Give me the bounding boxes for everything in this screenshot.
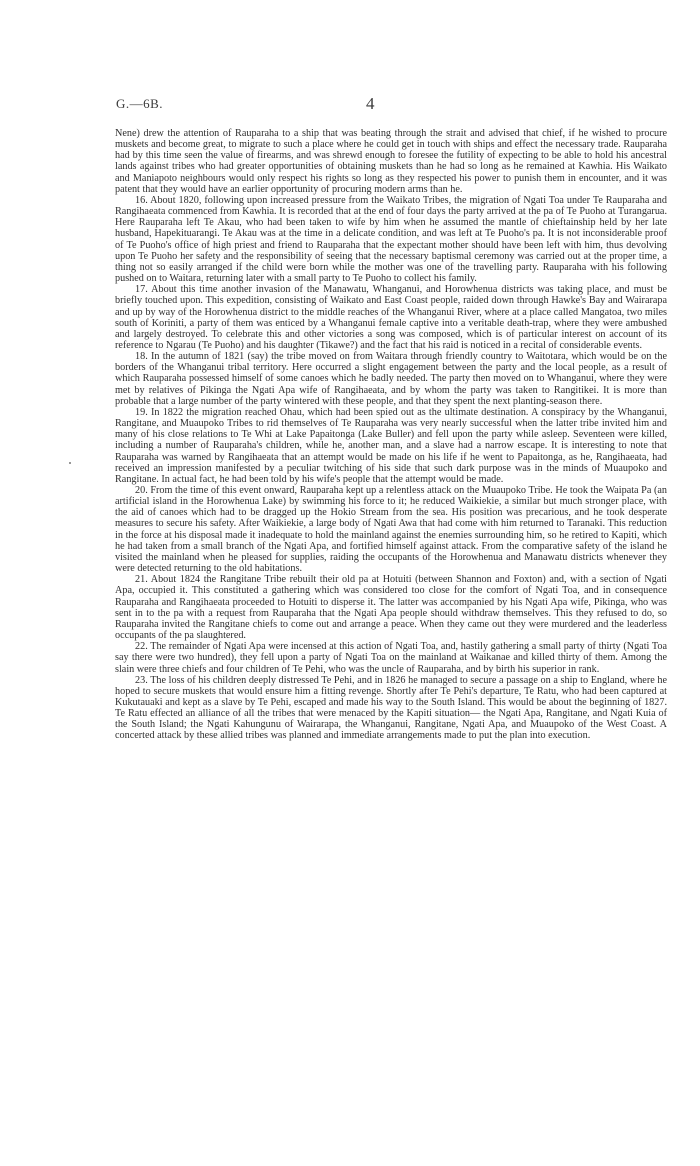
paragraph-22: 22. The remainder of Ngati Apa were incensed at this action of Ngati Toa, and, hastily gathering a small party of thirty (Ngati Toa say there were two hundred), they fell upon a party of Ngati Toa on the mainland at Waikanae and killed thirty of them. Among the slain were three chiefs and four children of Te Pehi, who was the uncle of Rauparaha, and by birth his superior in rank. <box>115 641 667 675</box>
paragraph-continued: Nene) drew the attention of Rauparaha to a ship that was beating through the strait and advised that chief, if he wished to procure muskets and become great, to migrate to such a place where he could get in touch with ships and effect the necessary trade. Rauparaha had by this time seen the value of firearms, and was shrewd enough to foresee the futility of expecting to be able to hold his ancestral lands against tribes who had greater opportunities of obtaining muskets than he had so long as he remained at Kawhia. His Waikato and Maniapoto neighbours would only respect his rights so long as they respected his power to punish them in encounter, and it was patent that they would have an earlier opportunity of procuring modern arms than he. <box>115 128 667 195</box>
paragraph-21: 21. About 1824 the Rangitane Tribe rebuilt their old pa at Hotuiti (between Shannon and Foxton) and, with a section of Ngati Apa, occupied it. This constituted a gathering which was considered too close for the comfort of Ngati Toa, and in consequence Rauparaha and Rangihaeata proceeded to Hotuiti to disperse it. The latter was accompanied by his Ngati Apa wife, Pikinga, who was sent in to the pa with a request from Rauparaha that the Ngati Apa people should withdraw themselves. This they refused to do, so Rauparaha invited the Rangitane chiefs to come out and arrange a peace. When they came out they were murdered and the leaderless occupants of the pa slaughtered. <box>115 574 667 642</box>
document-reference: G.—6B. <box>116 96 164 111</box>
paragraph-16: 16. About 1820, following upon increased pressure from the Waikato Tribes, the migration of Ngati Toa under Te Rauparaha and Rangihaeata commenced from Kawhia. It is recorded that at the end of four days the party arrived at the pa of Te Puoho at Turangarua. Here Rauparaha left Te Akau, who had been taken to wife by him when he assumed the mantle of chieftainship held by her late husband, Hapekituarangi. Te Akau was at the time in a delicate condition, and was left at Te Puoho's pa. It is not inconsiderable proof of Te Puoho's office of high priest and friend to Rauparaha that the expectant mother should have been left with him, thus devolving upon Te Puoho her safety and the responsibility of seeing that the necessary baptismal ceremony was carried out at the proper time, a thing not so easily arranged if the child were born while the mother was one of the travelling party. Rauparaha with his following pushed on to Waitara, returning later with a small party to Te Puoho to collect his family. <box>115 194 667 285</box>
paragraph-19: 19. In 1822 the migration reached Ohau, which had been spied out as the ultimate destination. A conspiracy by the Whanganui, Rangitane, and Muaupoko Tribes to rid themselves of Te Rauparaha was very nearly successful when the latter tribe invited him and many of his close relations to Te Whi at Lake Papaitonga (Lake Buller) and fell upon the party while asleep. Seventeen were killed, including a number of Rauparaha's children, while he, another man, and a slave had a narrow escape. It is interesting to note that Rauparaha was warned by Rangihaeata that an attempt would be made on his life if he went to Papaitonga, as he, Rangihaeata, had received an impression manifested by a peculiar twitching of his side that such dark purpose was in the minds of Muaupoko and Rangitane. In actual fact, he had been told by his wife's people that the attempt would be made. <box>115 406 667 485</box>
paragraph-18: 18. In the autumn of 1821 (say) the tribe moved on from Waitara through friendly country to Waitotara, which would be on the borders of the Whanganui tribal territory. Here occurred a slight engagement between the party and the local people, as a result of which Rauparaha possessed himself of some canoes which he badly needed. The party then moved on to Whanganui, where they were met by relatives of Pikinga the Ngati Apa wife of Rangihaeata, and by whom the party was taken to Rangitikei. It is more than probable that a large number of the party wintered with these people, and that they spent the next planting-season there. <box>115 351 667 407</box>
body-text <box>115 128 667 742</box>
page-number: 4 <box>366 94 375 113</box>
paragraph-17: 17. About this time another invasion of the Manawatu, Whanganui, and Horowhenua districts was taking place, and must be briefly touched upon. This expedition, consisting of Waikato and East Coast people, raided down through Hawke's Bay and Wairarapa and up by way of the Horowhenua district to the middle reaches of the Whanganui River, where at a place called Mangatoa, two miles south of Koriniti, a party of them was enticed by a Whanganui female captive into a veritable death-trap, where they were ambushed and largely destroyed. To celebrate this and other victories a song was composed, which is of particular interest on account of its reference to Ngarau (Te Puoho) and his daughter (Tikawe?) and the fact that his raid is noticed in a recital of considerable events. <box>115 284 667 351</box>
margin-speck <box>69 462 71 464</box>
paragraph-23: 23. The loss of his children deeply distressed Te Pehi, and in 1826 he managed to secure a passage on a ship to England, where he hoped to secure muskets that would ensure him a fitting revenge. Shortly after Te Pehi's departure, Te Ratu, who had been captured at Kukutauaki and kept as a slave by Te Pehi, escaped and made his way to the South Island. This would be about the beginning of 1827. Te Ratu effected an alliance of all the tribes that were menaced by the Kapiti situation— the Ngati Apa, Rangitane, and Ngati Kuia of the South Island; the Ngati Kahungunu of Wairarapa, the Whanganui, Rangitane, Ngati Apa, and Muaupoko of the West Coast. A concerted attack by these allied tribes was planned and immediate arrangements made to put the plan into execution. <box>115 674 667 742</box>
paragraph-20: 20. From the time of this event onward, Rauparaha kept up a relentless attack on the Muaupoko Tribe. He took the Waipata Pa (an artificial island in the Horowhenua Lake) by swimming his force to it; he reduced Waikiekie, a similar but much stronger place, with the aid of canoes which had to be dragged up the Hokio Stream from the sea. His position was precarious, and he took desperate measures to secure his safety. After Waikiekie, a large body of Ngati Awa that had come with him returned to Taranaki. This reduction in the force at his disposal made it inadequate to hold the mainland against the enemies surrounding him, so he retired to Kapiti, which he had taken from a small branch of the Ngati Apa, and fortified himself against attack. From the comparative safety of the island he visited the mainland when he pleased for supplies, raiding the occupants of the Horowhenua and Manawatu districts whenever they were detected returning to the old habitations. <box>115 485 667 575</box>
